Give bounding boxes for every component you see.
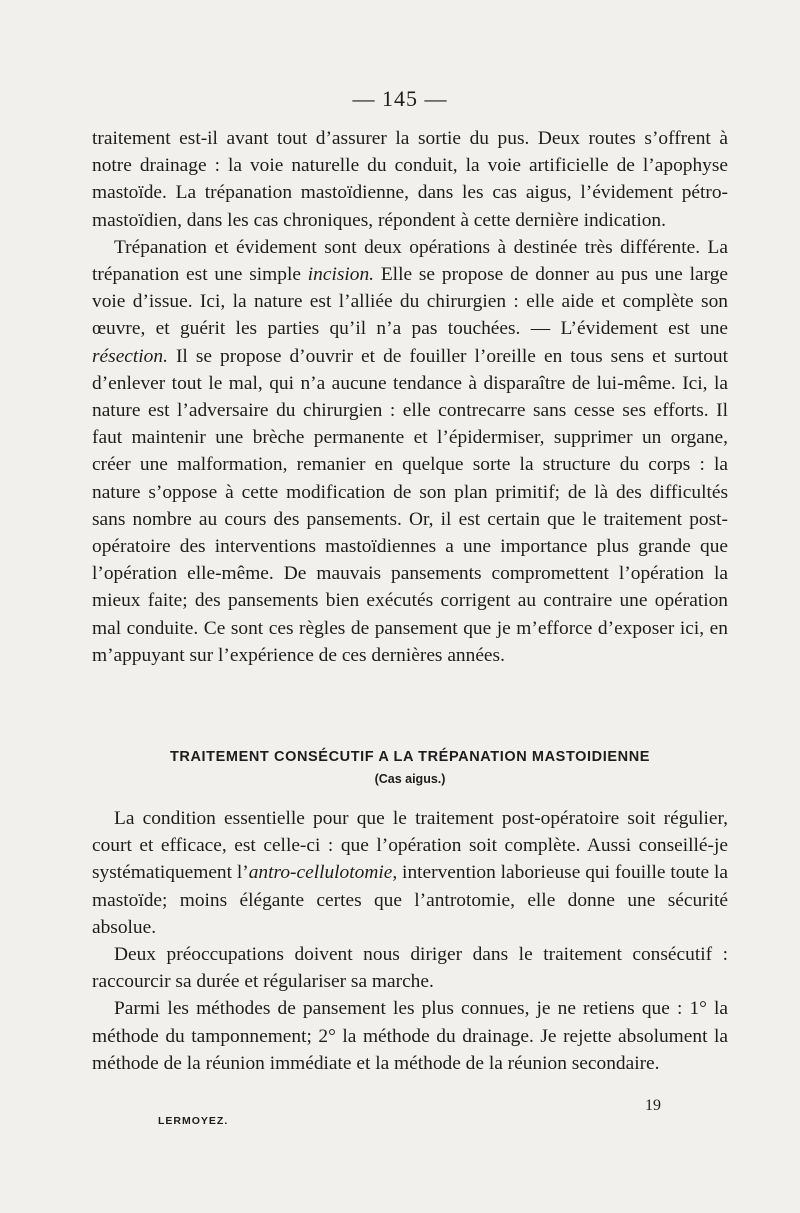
p3-text-2: intervention laborieuse qui fouille toute la mastoïde; moins élégante certes que l’antrotomie, elle donne une sécurité absolue. (92, 862, 728, 938)
section-heading: TRAITEMENT CONSÉCUTIF A LA TRÉPANATION MASTOIDIENNE (169, 749, 651, 765)
p2-emphasis-incision: incision. (307, 264, 375, 286)
p2-emphasis-resection: résection. (92, 345, 168, 367)
section-text-block (92, 805, 728, 1077)
section-subheading: (Cas aigus.) (374, 772, 446, 786)
p3-text-1: La condition essentielle pour que le traitement post-opératoire soit régulier, court et efficace, est celle-ci : que l’opération soit complète. Aussi conseillé-je systématiquement l’ (92, 808, 728, 884)
main-text-block (92, 125, 728, 669)
paragraph-condition (92, 805, 728, 941)
p2-text-2: Elle se propose de donner au pus une large voie d’issue. Ici, la nature est l’alliée du chirurgien : elle aide et complète son œuvre, et guérit les parties qu’il n’a pas touchées. — L’évidement est une (92, 264, 728, 340)
p2-text-3: Il se propose d’ouvrir et de fouiller l’oreille en tous sens et surtout d’enlever tout le mal, qui n’a aucune tendance à disparaître de lui-même. Ici, la nature est l’adversaire du chirurgien : elle contrecarre sans cesse ses efforts. Il faut maintenir une brèche permanente et l’épidermiser, supprimer un organe, créer une malformation, remanier en quelque sorte la structure du corps : la nature s’oppose à cette modification de son plan primitif; de là des difficultés sans nombre au cours des pansements. Or, il est certain que le traitement post-opératoire des interventions mastoïdiennes a une importance plus grande que l’opération elle-même. De mauvais pansements compromettent l’opération la mieux faite; des pansements bien exécutés corrigent au contraire une opération mal conduite. Ce sont ces règles de pansement que je m’efforce d’exposer ici, en m’appuyant sur l’expérience de ces dernières années. (92, 345, 728, 666)
paragraph-preoccupations: Deux préoccupations doivent nous diriger dans le traitement consécutif : raccourcir sa durée et régulariser sa marche. (92, 944, 728, 993)
p2-text-1: Trépanation et évidement sont deux opérations à destinée très différente. La trépanation est une simple (92, 236, 728, 286)
paragraph-methods: Parmi les méthodes de pansement les plus connues, je ne retiens que : 1° la méthode du tamponnement; 2° la méthode du drainage. Je rejette absolument la méthode de la réunion immédiate et la méthode de la réunion secondaire. (92, 998, 728, 1074)
page-number: — 145 — (352, 86, 448, 111)
paragraph-trepanation-vs-evidement (92, 234, 728, 669)
p3-emphasis-antro: antro-cellulotomie, (248, 862, 398, 884)
signature-mark: 19 (645, 1097, 661, 1114)
footer-author: LERMOYEZ. (158, 1115, 229, 1127)
paragraph-drainage: traitement est-il avant tout d’assurer la sortie du pus. Deux routes s’offrent à notre drainage : la voie naturelle du conduit, la voie artificielle de l’apophyse mastoïde. La trépanation mastoïdienne, dans les cas aigus, l’évidement pétro-mastoïdien, dans les cas chroniques, répondent à cette dernière indication. (92, 128, 728, 231)
